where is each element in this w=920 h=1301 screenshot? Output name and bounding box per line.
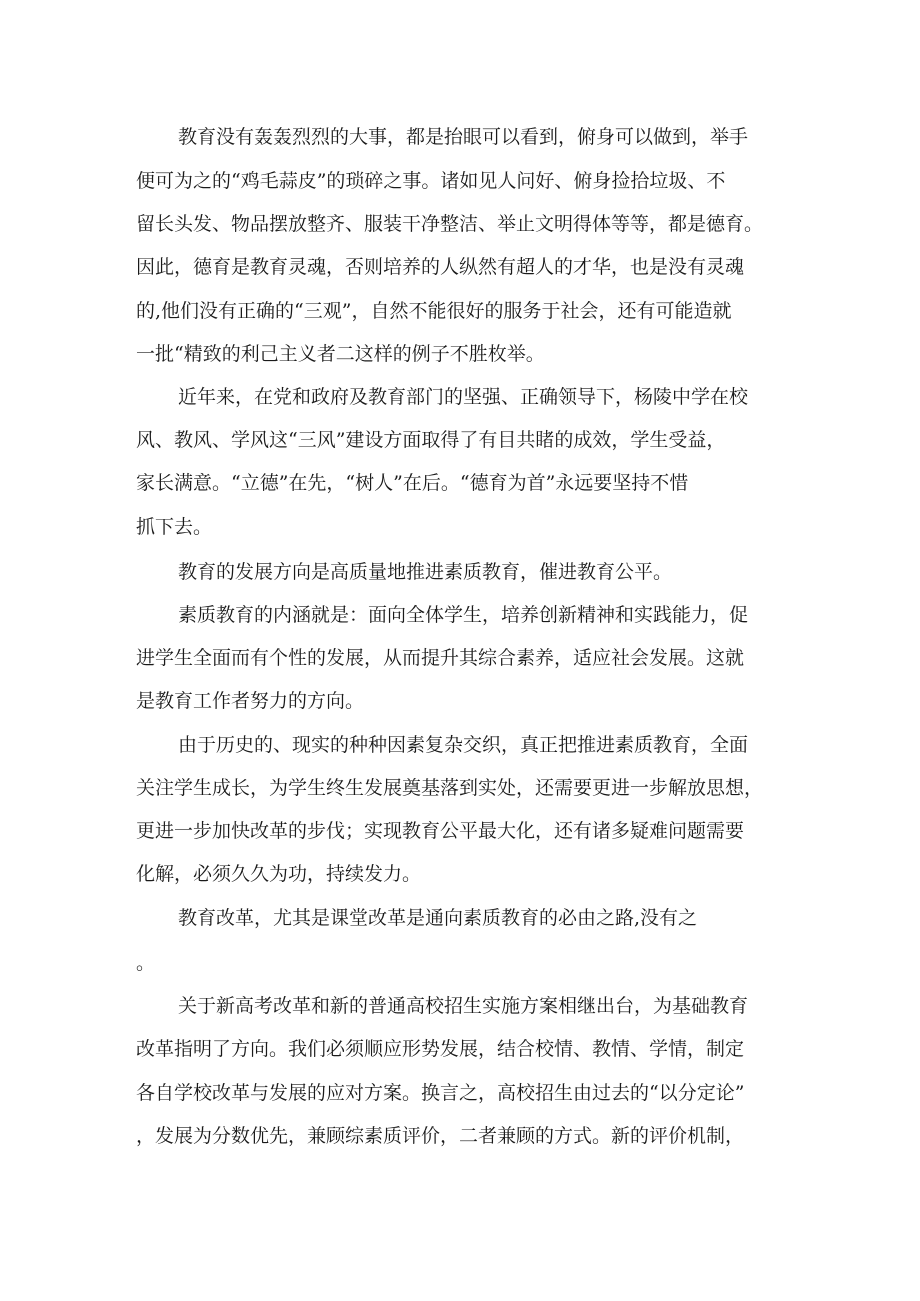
text-line: 的,他们没有正确的“三观”，自然不能很好的服务于社会，还有可能造就 <box>136 300 732 322</box>
text-line: 留长头发、物品摆放整齐、服装干净整洁、举止文明得体等等，都是德育。 <box>136 213 764 235</box>
text-line: 一批“精致的利己主义者二这样的例子不胜枚举。 <box>136 343 545 365</box>
text-line: 。 <box>136 952 156 974</box>
text-line: ，发展为分数优先，兼顾综素质评价，二者兼顾的方式。新的评价机制， <box>136 1125 745 1147</box>
text-line: 各自学校改革与发展的应对方案。换言之，高校招生由过去的“以分定论” <box>136 1082 745 1104</box>
text-line: 教育改革，尤其是课堂改革是通向素质教育的必由之路,没有之 <box>178 907 698 929</box>
text-line: 教育没有轰轰烈烈的大事，都是抬眼可以看到，俯身可以做到，举手 <box>178 126 749 148</box>
text-line: 风、教风、学风这“三风”建设方面取得了有目共睹的成效，学生受益， <box>136 429 726 451</box>
text-line: 由于历史的、现实的种种因素复杂交织，真正把推进素质教育，全面 <box>178 734 749 756</box>
text-line: 因此，德育是教育灵魂，否则培养的人纵然有超人的才华，也是没有灵魂 <box>136 256 745 278</box>
text-line: 改革指明了方向。我们必须顺应形势发展，结合校情、教情、学情，制定 <box>136 1038 745 1060</box>
text-line: 家长满意。“立德”在先，“树人”在后。“德育为首”永远要坚持不惜 <box>136 472 689 494</box>
text-line: 素质教育的内涵就是：面向全体学生，培养创新精神和实践能力，促 <box>178 604 749 626</box>
text-line: 关于新高考改革和新的普通高校招生实施方案相继出台，为基础教育 <box>178 995 749 1017</box>
text-line: 抓下去。 <box>136 516 213 538</box>
text-line: 进学生全面而有个性的发展，从而提升其综合素养，适应社会发展。这就 <box>136 647 745 669</box>
text-line: 是教育工作者努力的方向。 <box>136 690 365 712</box>
text-line: 更进一步加快改革的步伐；实现教育公平最大化，还有诸多疑难问题需要 <box>136 820 745 842</box>
text-line: 教育的发展方向是高质量地推进素质教育，催进教育公平。 <box>178 561 673 583</box>
text-line: 关注学生成长，为学生终生发展奠基落到实处，还需要更进一步解放思想， <box>136 777 764 799</box>
text-line: 近年来，在党和政府及教育部门的坚强、正确领导下，杨陵中学在校 <box>178 386 749 408</box>
text-line: 便可为之的“鸡毛蒜皮”的琐碎之事。诸如见人问好、俯身捡拾垃圾、不 <box>136 170 726 192</box>
text-line: 化解，必须久久为功，持续发力。 <box>136 863 422 885</box>
